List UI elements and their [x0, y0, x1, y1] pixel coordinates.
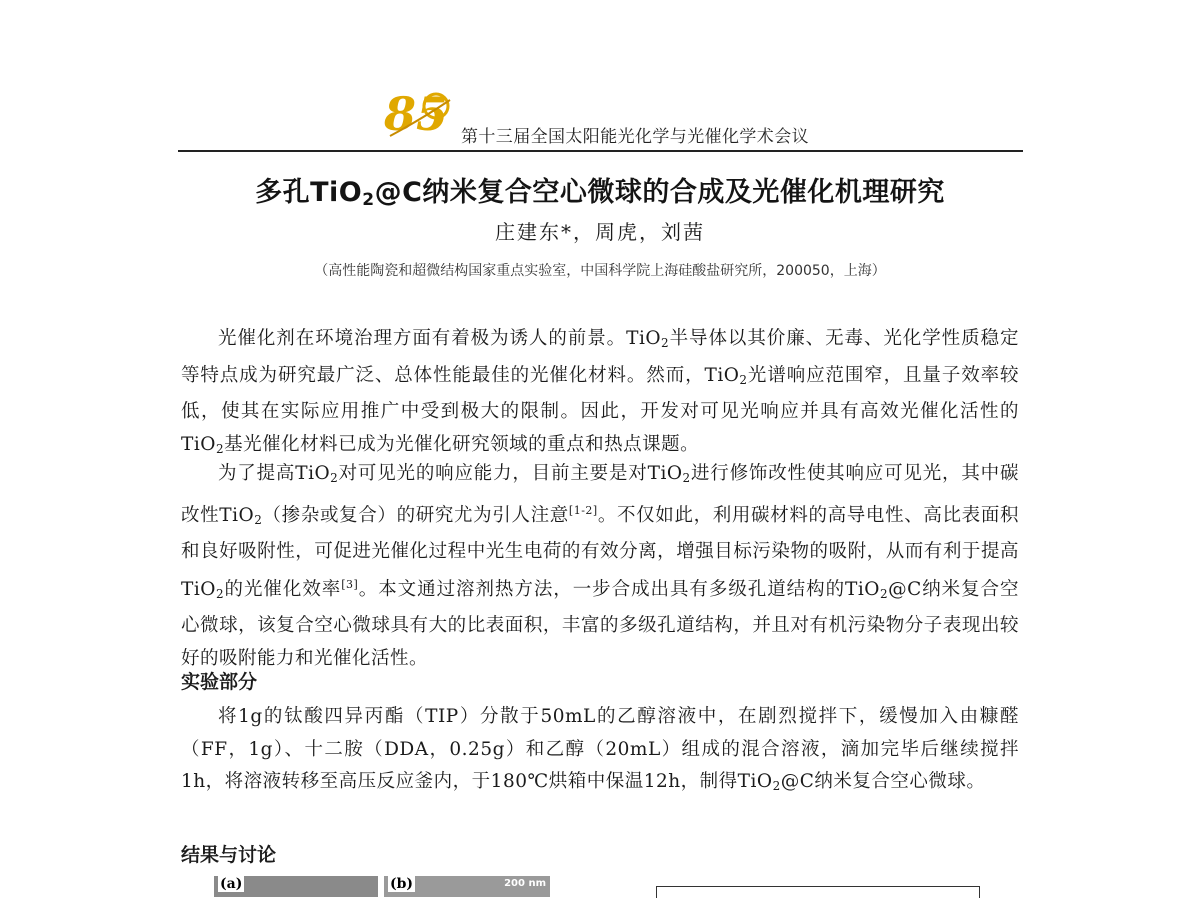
figure-a-label: (a) — [220, 876, 243, 892]
conference-logo — [380, 80, 460, 142]
logo-number: 85 — [384, 87, 449, 141]
citation-3: [3] — [341, 577, 359, 591]
figure-b-micrograph — [384, 876, 550, 897]
section-heading-results: 结果与讨论 — [181, 844, 277, 866]
figure-a-micrograph — [214, 876, 378, 897]
figure-plot-frame — [656, 886, 980, 898]
paper-title: 多孔TiO$_2$@C纳米复合空心微球的合成及光催化机理研究 — [255, 177, 945, 210]
conference-name: 第十三届全国太阳能光化学与光催化学术会议 — [461, 127, 809, 147]
paper-authors: 庄建东*，周虎，刘茜 — [495, 220, 705, 244]
figure-b-scale-bar: 200 nm — [504, 878, 546, 889]
intro-paragraph-2: 为了提高TiO$_2$对可见光的响应能力，目前主要是对TiO$_2$进行修饰改性使其响应可见光，其中碳改性TiO$_2$（掺杂或复合）的研究尤为引人注意[1-2]。不仅如此，利用碳材料的高导电性、高比表面积和良好吸附性，可促进光催化过程中光生电荷的有效分离，增强目标污染物的吸附，从而有利于提高TiO$_2$的光催化效率[3]。本文通过溶剂热方法，一步合成出具有多级孔道结构的TiO$_2$@C纳米复合空心微球，该复合空心微球具有大的比表面积，丰富的多级孔道结构，并且对有机污染物分子表现出较好的吸附能力和光催化活性。 — [181, 463, 1019, 669]
citation-1-2: [1-2] — [568, 503, 598, 517]
header-rule — [178, 150, 1023, 152]
paper-affiliation: （高性能陶瓷和超微结构国家重点实验室，中国科学院上海硅酸盐研究所，200050，上海） — [314, 263, 886, 279]
intro-paragraph-1: 光催化剂在环境治理方面有着极为诱人的前景。TiO$_2$半导体以其价廉、无毒、光化学性质稳定等特点成为研究最广泛、总体性能最佳的光催化材料。然而，TiO$_2$光谱响应范围窄，且量子效率较低，使其在实际应用推广中受到极大的限制。因此，开发对可见光响应并具有高效光催化活性的TiO$_2$基光催化材料已成为光催化研究领域的重点和热点课题。 — [181, 328, 1019, 456]
section-heading-experimental: 实验部分 — [181, 671, 258, 693]
experimental-paragraph: 将1g的钛酸四异丙酯（TIP）分散于50mL的乙醇溶液中，在剧烈搅拌下，缓慢加入由糠醛（FF，1g）、十二胺（DDA，0.25g）和乙醇（20mL）组成的混合溶液，滴加完毕后继续搅拌1h，将溶液转移至高压反应釜内，于180℃烘箱中保温12h，制得TiO$_2$@C纳米复合空心微球。 — [181, 706, 1019, 793]
figure-b-label: (b) — [390, 876, 414, 892]
